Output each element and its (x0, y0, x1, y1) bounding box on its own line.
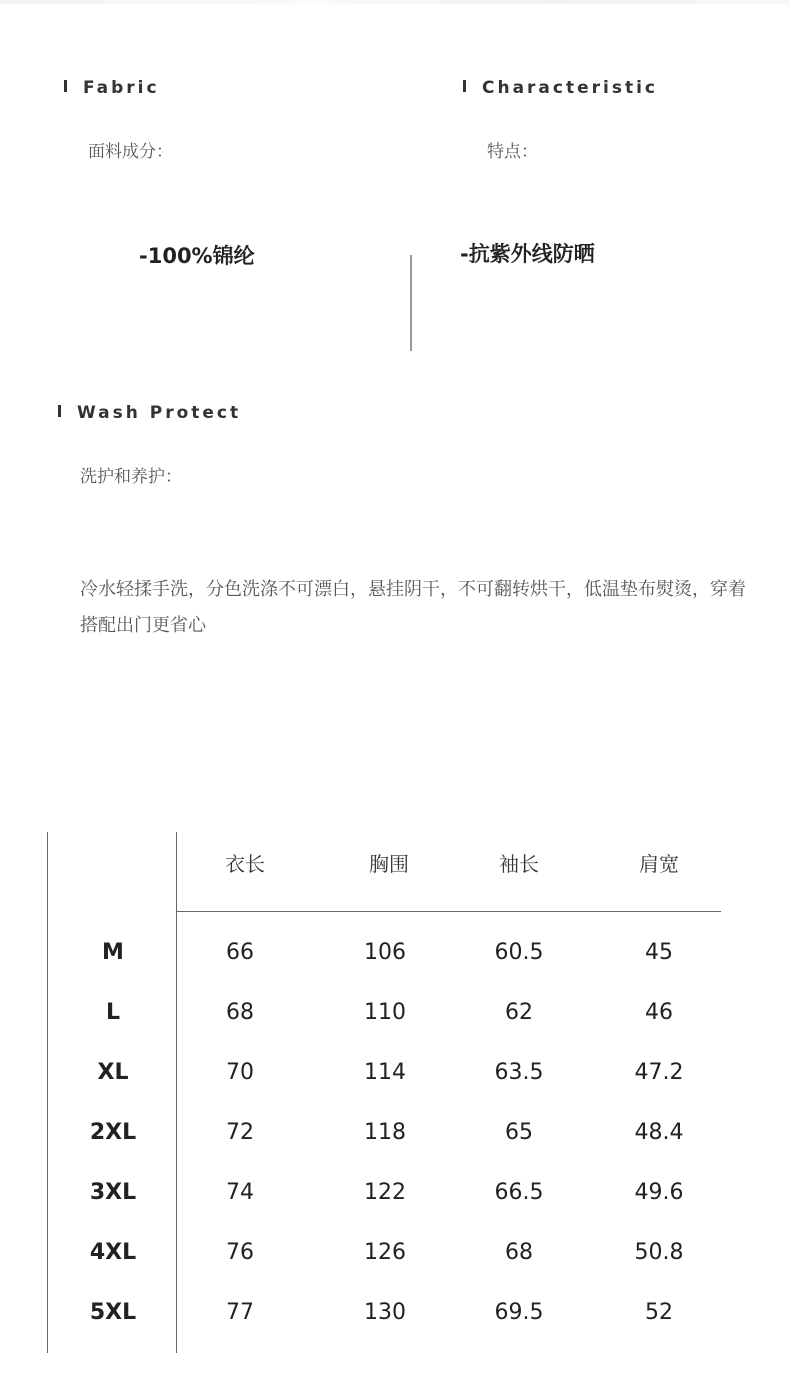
table-cell: 118 (364, 1120, 406, 1145)
wash-label: 洗护和养护： (80, 467, 182, 487)
heading-bar-icon (58, 405, 61, 417)
table-cell: 50.8 (634, 1240, 684, 1265)
size-label: L (105, 1000, 121, 1025)
table-row (0, 1053, 790, 1093)
characteristic-label: 特点： (487, 142, 538, 162)
size-label: XL (97, 1060, 129, 1085)
table-cell: 110 (364, 1000, 406, 1025)
heading-bar-icon (463, 80, 466, 92)
characteristic-value: -抗紫外线防晒 (460, 242, 595, 266)
table-header-divider (176, 911, 721, 912)
table-cell: 70 (226, 1060, 254, 1085)
table-row (0, 933, 790, 973)
table-cell: 130 (364, 1300, 406, 1325)
table-row (0, 1173, 790, 1213)
care-instructions: 冷水轻揉手洗，分色洗涤不可漂白，悬挂阴干，不可翻转烘干，低温垫布熨烫，穿着搭配出门更省心 (80, 579, 746, 636)
table-row (0, 993, 790, 1033)
size-label: 2XL (89, 1120, 137, 1145)
table-cell: 49.6 (634, 1180, 684, 1205)
table-row (0, 1233, 790, 1273)
table-cell: 126 (364, 1240, 406, 1265)
characteristic-heading (463, 78, 658, 98)
fabric-heading (64, 78, 160, 98)
column-header: 胸围 (369, 852, 409, 876)
fabric-label: 面料成分： (88, 142, 173, 162)
column-header: 袖长 (499, 852, 539, 876)
table-row (0, 1113, 790, 1153)
wash-heading-text: Wash Protect (77, 403, 242, 423)
table-cell: 122 (364, 1180, 406, 1205)
table-cell: 68 (226, 1000, 254, 1025)
size-label: M (102, 940, 124, 965)
table-cell: 69.5 (494, 1300, 544, 1325)
vertical-divider (410, 255, 412, 351)
fabric-heading-text: Fabric (83, 78, 160, 98)
table-cell: 72 (226, 1120, 254, 1145)
table-cell: 66 (226, 940, 254, 965)
table-cell: 106 (364, 940, 406, 965)
heading-bar-icon (64, 80, 67, 92)
table-cell: 63.5 (494, 1060, 544, 1085)
table-cell: 66.5 (494, 1180, 544, 1205)
table-cell: 48.4 (634, 1120, 684, 1145)
column-header: 肩宽 (639, 852, 679, 876)
size-label: 3XL (89, 1180, 137, 1205)
table-cell: 68 (505, 1240, 533, 1265)
table-cell: 114 (364, 1060, 406, 1085)
table-cell: 74 (226, 1180, 254, 1205)
size-label: 5XL (89, 1300, 137, 1325)
size-label: 4XL (89, 1240, 137, 1265)
table-cell: 47.2 (634, 1060, 684, 1085)
table-cell: 65 (505, 1120, 533, 1145)
table-cell: 60.5 (494, 940, 544, 965)
wash-heading (58, 403, 241, 423)
table-cell: 77 (226, 1300, 254, 1325)
fabric-value: -100%锦纶 (139, 244, 255, 268)
table-cell: 45 (645, 940, 673, 965)
top-image-strip (0, 0, 790, 4)
column-header: 衣长 (225, 852, 265, 876)
characteristic-heading-text: Characteristic (482, 78, 658, 98)
table-cell: 46 (645, 1000, 673, 1025)
table-row (0, 1293, 790, 1333)
table-cell: 76 (226, 1240, 254, 1265)
table-cell: 52 (645, 1300, 673, 1325)
table-cell: 62 (505, 1000, 533, 1025)
